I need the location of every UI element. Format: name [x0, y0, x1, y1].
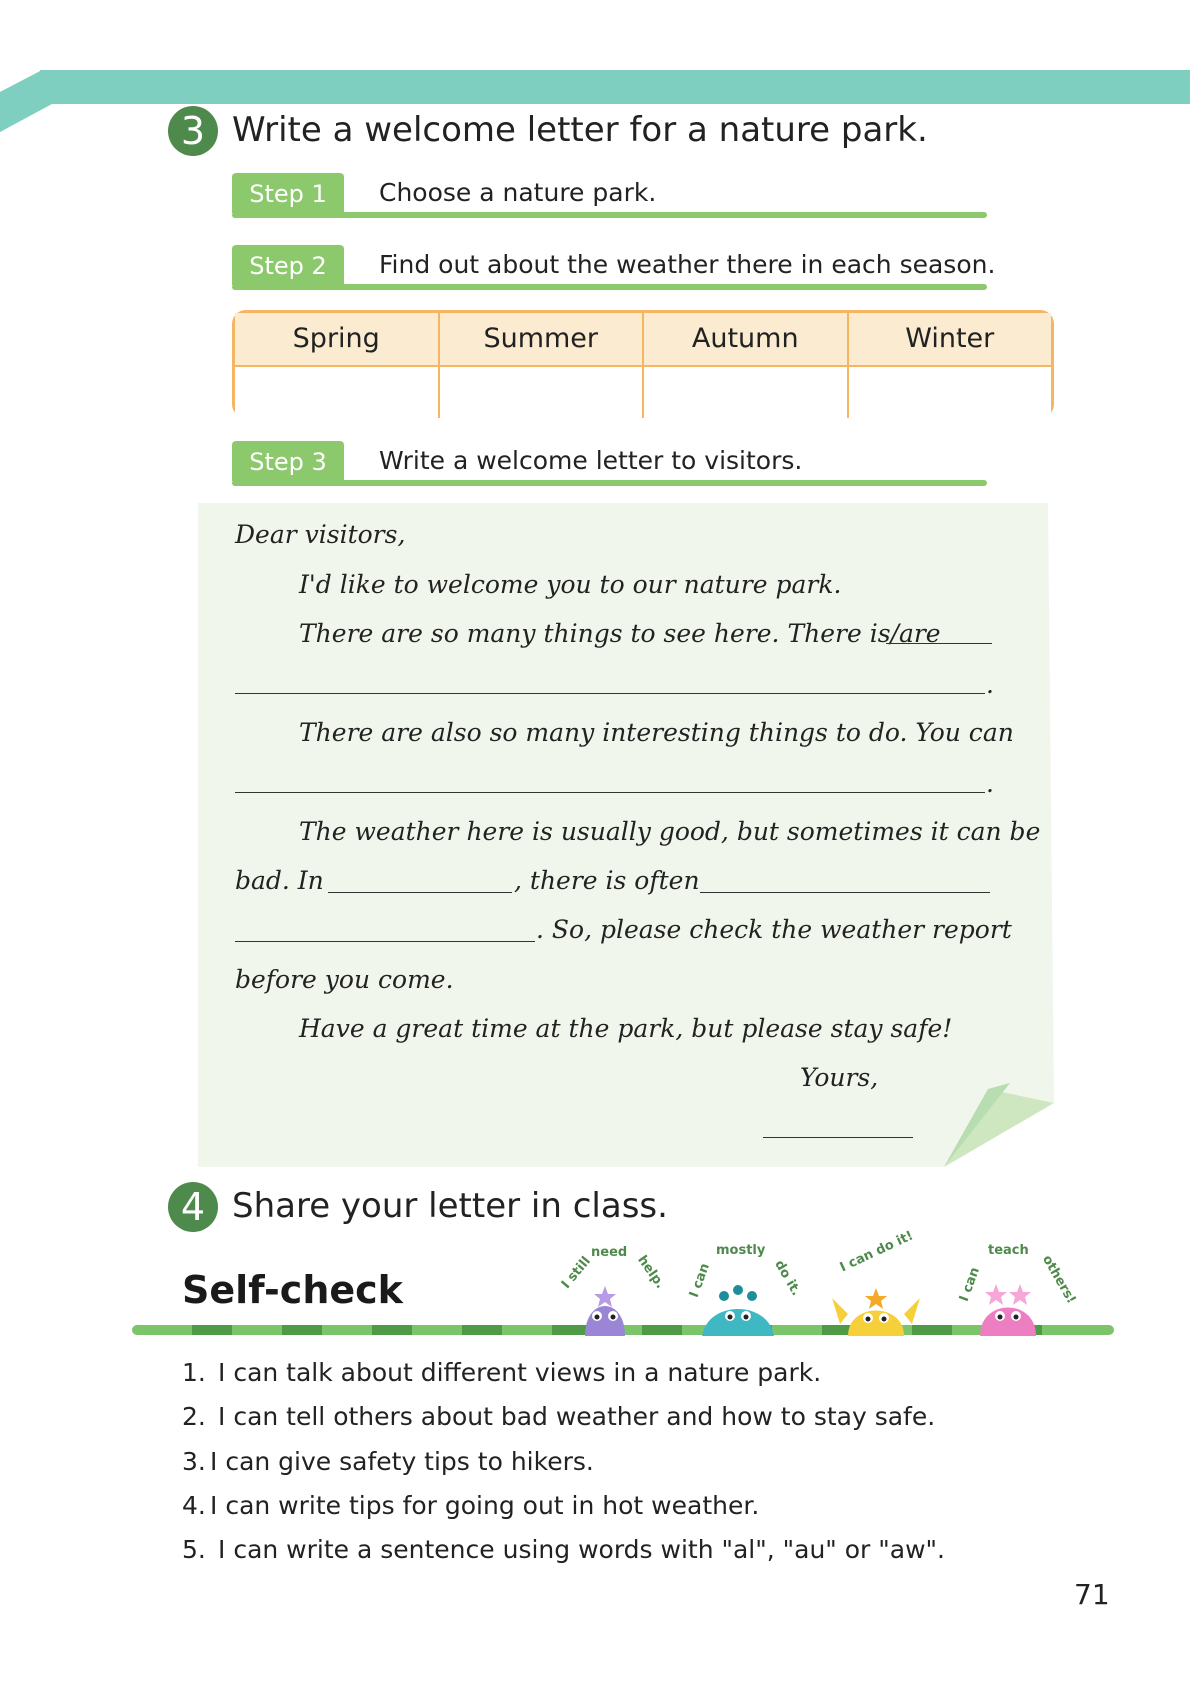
svg-text:teach: teach: [988, 1243, 1029, 1258]
winter-answer-cell[interactable]: [849, 367, 1052, 418]
section-3-title: Write a welcome letter for a nature park.: [232, 110, 928, 150]
blank-season[interactable]: [328, 892, 512, 893]
step-1-text: Choose a nature park.: [379, 178, 657, 207]
svg-text:need: need: [591, 1245, 628, 1260]
self-check-item: [182, 1535, 945, 1564]
blank-signature[interactable]: [763, 1137, 913, 1138]
yellow-monster-icon: [826, 1228, 926, 1336]
section-4-number: 4: [168, 1182, 218, 1232]
self-check-item: [182, 1447, 594, 1476]
letter-line-check-report: . So, please check the weather report: [536, 915, 1012, 944]
item-text: I can write tips for going out in hot weather.: [210, 1491, 760, 1520]
season-header-autumn: Autumn: [644, 313, 849, 365]
top-banner: [0, 70, 1190, 104]
teal-monster-icon: [686, 1240, 804, 1336]
spring-answer-cell[interactable]: [235, 367, 440, 418]
blank-weather-2[interactable]: [235, 941, 535, 942]
purple-monster-icon: [555, 1240, 668, 1336]
season-header-summer: Summer: [440, 313, 645, 365]
svg-text:I still: I still: [558, 1254, 594, 1292]
letter-line-great-time: Have a great time at the park, but please stay safe!: [299, 1014, 953, 1043]
season-table: [232, 310, 1054, 418]
item-text: I can tell others about bad weather and how to stay safe.: [218, 1402, 936, 1431]
letter-line-welcome: I'd like to welcome you to our nature park.: [299, 570, 842, 599]
summer-answer-cell[interactable]: [440, 367, 645, 418]
banner-corner: [0, 70, 52, 132]
letter-line-before-come: before you come.: [235, 965, 454, 994]
letter-closing: Yours,: [800, 1063, 879, 1092]
item-number: 2.: [182, 1402, 206, 1431]
svg-text:mostly: mostly: [716, 1243, 766, 1258]
blank-see-1[interactable]: [886, 643, 992, 644]
letter-period-2: .: [986, 769, 994, 798]
svg-text:others!: others!: [1039, 1252, 1079, 1307]
letter-line-weather: The weather here is usually good, but sometimes it can be: [299, 817, 1041, 846]
season-table-answer-row: [235, 367, 1051, 418]
section-3-number: 3: [168, 106, 218, 156]
item-number: 4.: [182, 1491, 206, 1520]
blank-see-2[interactable]: [235, 693, 985, 694]
svg-text:I can: I can: [686, 1261, 713, 1300]
item-number: 3.: [182, 1447, 206, 1476]
self-check-item: [182, 1491, 759, 1520]
letter-line-see: There are so many things to see here. There is/are: [299, 619, 941, 648]
blank-do[interactable]: [235, 792, 985, 793]
season-table-header: [235, 313, 1051, 367]
item-text: I can give safety tips to hikers.: [210, 1447, 594, 1476]
svg-text:I can: I can: [956, 1265, 983, 1304]
step-1-line: [232, 212, 987, 218]
letter-greeting: Dear visitors,: [235, 520, 406, 549]
section-4-title: Share your letter in class.: [232, 1186, 668, 1226]
letter-line-bad-in: bad. In: [235, 866, 324, 895]
blank-weather-1[interactable]: [700, 892, 990, 893]
step-3-tag: Step 3: [232, 441, 344, 481]
svg-text:help.: help.: [634, 1252, 668, 1292]
self-check-title: Self-check: [182, 1268, 403, 1312]
item-number: 1.: [182, 1358, 206, 1387]
autumn-answer-cell[interactable]: [644, 367, 849, 418]
svg-text:I can do it!: I can do it!: [837, 1228, 916, 1276]
item-number: 5.: [182, 1535, 206, 1564]
page-number: 71: [1074, 1578, 1110, 1611]
item-text: I can talk about different views in a nature park.: [218, 1358, 822, 1387]
step-3-text: Write a welcome letter to visitors.: [379, 446, 803, 475]
self-check-item: [182, 1402, 935, 1431]
pink-monster-icon: [956, 1240, 1079, 1336]
step-3-line: [232, 480, 987, 486]
season-header-spring: Spring: [235, 313, 440, 365]
svg-text:do it.: do it.: [771, 1257, 804, 1299]
step-1-tag: Step 1: [232, 173, 344, 213]
step-2-line: [232, 284, 987, 290]
step-2-text: Find out about the weather there in each season.: [379, 250, 996, 279]
step-2-tag: Step 2: [232, 245, 344, 285]
letter-line-do: There are also so many interesting things to do. You can: [299, 718, 1014, 747]
item-text: I can write a sentence using words with "al", "au" or "aw".: [218, 1535, 945, 1564]
letter-period-1: .: [986, 670, 994, 699]
letter-line-there-is-often: , there is often: [514, 866, 700, 895]
season-header-winter: Winter: [905, 323, 995, 354]
self-check-item: [182, 1358, 821, 1387]
